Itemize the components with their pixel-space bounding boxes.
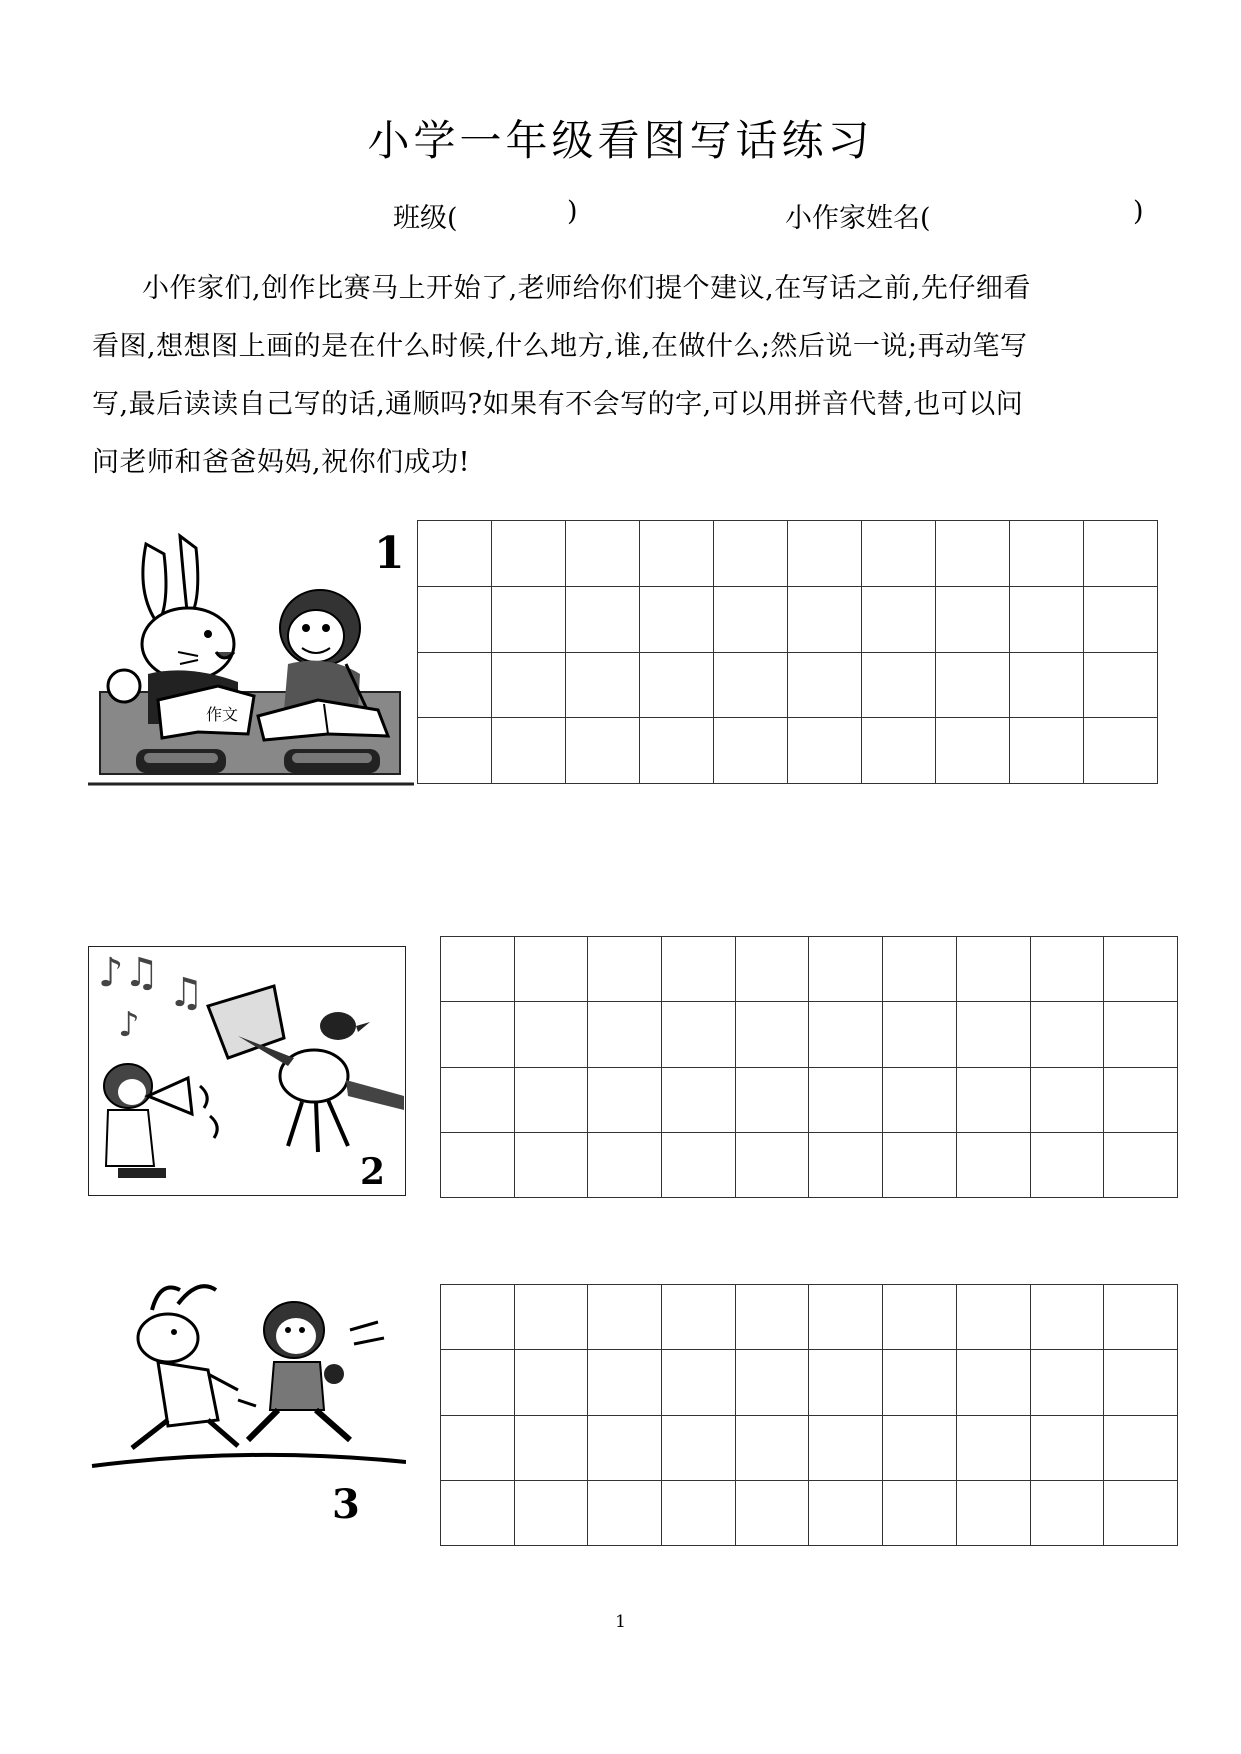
writing-cell[interactable]: [640, 652, 714, 718]
writing-cell[interactable]: [809, 937, 883, 1002]
writing-cell[interactable]: [441, 937, 515, 1002]
writing-cell[interactable]: [1084, 586, 1158, 652]
writing-cell[interactable]: [418, 586, 492, 652]
writing-cell[interactable]: [883, 1132, 957, 1197]
writing-cell[interactable]: [956, 1067, 1030, 1132]
writing-cell[interactable]: [514, 1067, 588, 1132]
writing-cell[interactable]: [1104, 937, 1178, 1002]
grid-row: [441, 1285, 1178, 1350]
writing-cell[interactable]: [1084, 652, 1158, 718]
rabbit-and-monkey-studying-icon: [88, 524, 416, 790]
writing-cell[interactable]: [514, 1350, 588, 1415]
grid-row: [441, 1132, 1178, 1197]
panel-3-number: 3: [332, 1481, 360, 1528]
writing-cell[interactable]: [809, 1285, 883, 1350]
instructions-line-4: 问老师和爸爸妈妈,祝你们成功!: [92, 447, 470, 478]
writing-cell[interactable]: [418, 652, 492, 718]
writing-cell[interactable]: [862, 652, 936, 718]
writing-cell[interactable]: [956, 937, 1030, 1002]
writing-cell[interactable]: [1010, 718, 1084, 784]
svg-text:♫: ♫: [168, 970, 204, 1016]
writing-cell[interactable]: [735, 1132, 809, 1197]
writing-cell[interactable]: [936, 718, 1010, 784]
writing-cell[interactable]: [514, 1480, 588, 1545]
writing-cell[interactable]: [514, 1285, 588, 1350]
writing-cell[interactable]: [714, 718, 788, 784]
writing-cell[interactable]: [441, 1285, 515, 1350]
writing-cell[interactable]: [862, 586, 936, 652]
writing-cell[interactable]: [492, 521, 566, 587]
writing-cell[interactable]: [492, 586, 566, 652]
writing-cell[interactable]: [662, 1002, 736, 1067]
svg-text:♪: ♪: [118, 1005, 140, 1045]
writing-cell[interactable]: [883, 1415, 957, 1480]
writing-cell[interactable]: [441, 1480, 515, 1545]
writing-cell[interactable]: [588, 1067, 662, 1132]
writing-cell[interactable]: [956, 1285, 1030, 1350]
grid-1-body: [418, 521, 1158, 784]
writing-cell[interactable]: [418, 521, 492, 587]
writing-cell[interactable]: [883, 1067, 957, 1132]
writing-cell[interactable]: [1104, 1285, 1178, 1350]
writing-cell[interactable]: [1104, 1067, 1178, 1132]
writing-cell[interactable]: [441, 1132, 515, 1197]
writing-grid-3[interactable]: [440, 1284, 1178, 1546]
writing-cell[interactable]: [1084, 718, 1158, 784]
grid-row: [441, 937, 1178, 1002]
writing-cell[interactable]: [441, 1350, 515, 1415]
writing-cell[interactable]: [588, 937, 662, 1002]
writing-grid-1[interactable]: [417, 520, 1158, 784]
writing-cell[interactable]: [735, 937, 809, 1002]
writing-cell[interactable]: [788, 718, 862, 784]
writing-cell[interactable]: [640, 586, 714, 652]
writing-cell[interactable]: [588, 1285, 662, 1350]
writing-cell[interactable]: [1010, 652, 1084, 718]
page-number: 1: [615, 1612, 626, 1632]
writing-cell[interactable]: [1084, 521, 1158, 587]
panel-1-number: 1: [374, 528, 405, 579]
writing-cell[interactable]: [1104, 1002, 1178, 1067]
writing-cell[interactable]: [441, 1067, 515, 1132]
worksheet-title: 小学一年级看图写话练习: [367, 116, 874, 165]
writing-cell[interactable]: [1030, 1067, 1104, 1132]
writing-cell[interactable]: [492, 652, 566, 718]
writing-cell[interactable]: [441, 1415, 515, 1480]
writing-cell[interactable]: [735, 1285, 809, 1350]
writing-cell[interactable]: [1030, 1350, 1104, 1415]
writing-cell[interactable]: [1030, 1480, 1104, 1545]
writing-cell[interactable]: [514, 1415, 588, 1480]
writing-cell[interactable]: [514, 1002, 588, 1067]
grid-row: [418, 586, 1158, 652]
writing-cell[interactable]: [514, 937, 588, 1002]
writing-cell[interactable]: [588, 1480, 662, 1545]
writing-cell[interactable]: [662, 1480, 736, 1545]
writing-cell[interactable]: [1030, 1002, 1104, 1067]
writing-cell[interactable]: [714, 652, 788, 718]
writing-cell[interactable]: [956, 1350, 1030, 1415]
grid-3-body: [441, 1285, 1178, 1546]
writing-cell[interactable]: [883, 1350, 957, 1415]
writing-cell[interactable]: [1030, 1285, 1104, 1350]
writing-grid-2[interactable]: [440, 936, 1178, 1198]
writing-cell[interactable]: [883, 1480, 957, 1545]
writing-cell[interactable]: [662, 1415, 736, 1480]
class-label: 班级(: [393, 203, 458, 234]
writing-cell[interactable]: [936, 652, 1010, 718]
class-close: ): [567, 196, 578, 227]
writing-cell[interactable]: [809, 1415, 883, 1480]
writing-cell[interactable]: [566, 521, 640, 587]
writing-cell[interactable]: [640, 521, 714, 587]
writing-cell[interactable]: [956, 1002, 1030, 1067]
writing-cell[interactable]: [714, 521, 788, 587]
writing-cell[interactable]: [662, 1067, 736, 1132]
writing-cell[interactable]: [735, 1067, 809, 1132]
panel-2-number: 2: [360, 1151, 386, 1193]
writing-cell[interactable]: [514, 1132, 588, 1197]
grid-row: [441, 1350, 1178, 1415]
writing-cell[interactable]: [566, 652, 640, 718]
writing-cell[interactable]: [588, 1132, 662, 1197]
author-name-label: 小作家姓名(: [785, 203, 931, 234]
deer-and-monkey-running-icon: [88, 1270, 406, 1530]
writing-cell[interactable]: [735, 1415, 809, 1480]
writing-cell[interactable]: [492, 718, 566, 784]
writing-cell[interactable]: [735, 1002, 809, 1067]
grid-row: [441, 1415, 1178, 1480]
writing-cell[interactable]: [1030, 937, 1104, 1002]
writing-cell[interactable]: [883, 1285, 957, 1350]
writing-cell[interactable]: [1010, 586, 1084, 652]
grid-row: [418, 718, 1158, 784]
book-text: 作文: [206, 705, 239, 724]
writing-cell[interactable]: [809, 1067, 883, 1132]
writing-cell[interactable]: [1104, 1480, 1178, 1545]
writing-cell[interactable]: [1104, 1132, 1178, 1197]
writing-cell[interactable]: [788, 586, 862, 652]
writing-cell[interactable]: [788, 521, 862, 587]
writing-cell[interactable]: [662, 1285, 736, 1350]
grid-row: [441, 1480, 1178, 1545]
writing-cell[interactable]: [809, 1002, 883, 1067]
writing-cell[interactable]: [714, 586, 788, 652]
writing-cell[interactable]: [418, 718, 492, 784]
writing-cell[interactable]: [936, 521, 1010, 587]
instructions: [92, 260, 1152, 492]
writing-cell[interactable]: [956, 1415, 1030, 1480]
instructions-line-3: 写,最后读读自己写的话,通顺吗?如果有不会写的字,可以用拼音代替,也可以问: [92, 389, 1024, 420]
writing-cell[interactable]: [1030, 1415, 1104, 1480]
writing-cell[interactable]: [1104, 1415, 1178, 1480]
grid-row: [418, 521, 1158, 587]
writing-cell[interactable]: [588, 1350, 662, 1415]
writing-cell[interactable]: [883, 937, 957, 1002]
writing-cell[interactable]: [1104, 1350, 1178, 1415]
writing-cell[interactable]: [809, 1350, 883, 1415]
writing-cell[interactable]: [588, 1415, 662, 1480]
writing-cell[interactable]: [936, 586, 1010, 652]
writing-cell[interactable]: [441, 1002, 515, 1067]
writing-cell[interactable]: [1010, 521, 1084, 587]
writing-cell[interactable]: [809, 1132, 883, 1197]
writing-cell[interactable]: [809, 1480, 883, 1545]
writing-cell[interactable]: [883, 1002, 957, 1067]
writing-cell[interactable]: [1030, 1132, 1104, 1197]
author-name-close: ): [1133, 196, 1144, 227]
instructions-line-2: 看图,想想图上画的是在什么时候,什么地方,谁,在做什么;然后说一说;再动笔写: [92, 331, 1028, 362]
writing-cell[interactable]: [662, 1132, 736, 1197]
grid-2-body: [441, 937, 1178, 1198]
writing-cell[interactable]: [566, 586, 640, 652]
music-notes: ♪♫: [98, 950, 160, 996]
writing-cell[interactable]: [862, 718, 936, 784]
monkey-and-magpie-music-icon: [88, 946, 406, 1196]
writing-cell[interactable]: [566, 718, 640, 784]
writing-cell[interactable]: [662, 937, 736, 1002]
grid-row: [441, 1002, 1178, 1067]
writing-cell[interactable]: [788, 652, 862, 718]
instructions-line-1: 小作家们,创作比赛马上开始了,老师给你们提个建议,在写话之前,先仔细看: [142, 273, 1031, 304]
grid-row: [418, 652, 1158, 718]
writing-cell[interactable]: [588, 1002, 662, 1067]
writing-cell[interactable]: [956, 1480, 1030, 1545]
writing-cell[interactable]: [662, 1350, 736, 1415]
writing-cell[interactable]: [956, 1132, 1030, 1197]
writing-cell[interactable]: [735, 1480, 809, 1545]
writing-cell[interactable]: [735, 1350, 809, 1415]
writing-cell[interactable]: [640, 718, 714, 784]
writing-cell[interactable]: [862, 521, 936, 587]
grid-row: [441, 1067, 1178, 1132]
